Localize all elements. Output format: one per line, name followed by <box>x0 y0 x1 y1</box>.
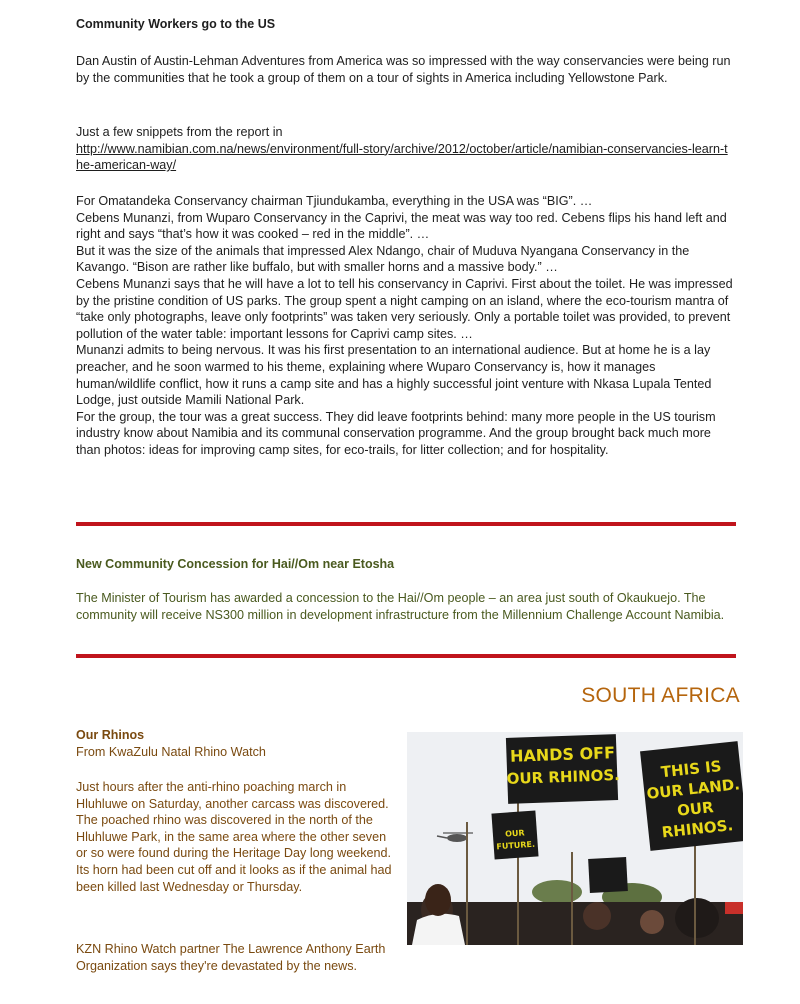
rhino-march-photo <box>407 732 743 945</box>
article1-body <box>76 193 736 459</box>
sign2-line4: RHINOS. <box>660 816 734 842</box>
article1-title: Community Workers go to the US <box>76 17 276 31</box>
article3-title: Our Rhinos <box>76 728 145 742</box>
sign3-line1: OUR <box>504 828 525 839</box>
article1-paragraph: Cebens Munanzi, from Wuparo Conservancy in the Caprivi, the meat was way too red. Cebens flips his hand left and right and says “that’s how it was cooked – red in the middle”. … <box>76 210 727 242</box>
article1-snippet-block <box>76 124 731 174</box>
section-divider <box>76 522 736 526</box>
rhino-march-photo-svg <box>407 732 743 945</box>
article1-intro: Dan Austin of Austin-Lehman Adventures from America was so impressed with the way conservancies were being run by the communities that he took a group of them on a tour of sights in America including Yellowstone Park. <box>76 54 731 85</box>
sign2-line2: OUR LAND. <box>645 775 741 803</box>
article1-paragraph: Munanzi admits to being nervous. It was his first presentation to an international audience. But at home he is a lay preacher, and he soon warmed to his theme, explaining where Wuparo Conservancy is, how it manages human/wildlife conflict, how it runs a camp site and has a highly successful joint venture with Nkasa Lupala Tented Lodge, just outside Mamili National Park. <box>76 343 712 408</box>
sign2-line3: OUR <box>676 798 715 820</box>
sign3-line2: FUTURE. <box>496 839 536 852</box>
sign2-line1: THIS IS <box>660 757 723 782</box>
article2-title: New Community Concession for Hai//Om near Etosha <box>76 557 395 571</box>
section-divider <box>76 654 736 658</box>
article2-body: The Minister of Tourism has awarded a concession to the Hai//Om people – an area just south of Okaukuejo. The community will receive NS300 million in development infrastructure from the Millennium Challenge Account Namibia. <box>76 591 725 622</box>
sign1-line1: HANDS OFF <box>509 743 616 766</box>
protest-sign-our-future <box>491 811 538 860</box>
article1-paragraph: For the group, the tour was a great success. They did leave footprints behind: many more people in the US tourism industry know about Namibia and its communal conservation programme. And the group brought back much more than photos: ideas for improving camp sites, for eco-trails, for litter collection; and for hospitality. <box>76 409 716 457</box>
snippet-lead: Just a few snippets from the report in <box>76 125 283 139</box>
article3-source: From KwaZulu Natal Rhino Watch <box>76 745 266 759</box>
article3-body: Just hours after the anti-rhino poaching march in Hluhluwe on Saturday, another carcass was discovered. The poached rhino was discovered in the north of the Hluhluwe Park, in the same area where the other seven or so were found during the Heritage Day long weekend. Its horn had been cut off and it looks as if the animal had been killed last Wednesday or Thursday. <box>76 780 392 894</box>
article1-paragraph: For Omatandeka Conservancy chairman Tjiundukamba, everything in the USA was “BIG”. … <box>76 194 593 208</box>
article1-paragraph: Cebens Munanzi says that he will have a lot to tell his conservancy in Caprivi. First about the toilet. He was impressed by the pristine condition of US parks. The group spent a night camping on an island, where the eco-tourism mantra of “take only photographs, leave only footprints” was taken very seriously. Only a portable toilet was provided, to prevent pollution of the water table: important lessons for Caprivi camp sites. … <box>76 276 733 341</box>
article3-body-2: KZN Rhino Watch partner The Lawrence Anthony Earth Organization says they're devastated by the news. <box>76 942 386 973</box>
protest-sign-this-is-our-land <box>640 741 743 851</box>
section-title-south-africa: SOUTH AFRICA <box>581 684 740 707</box>
article1-paragraph: But it was the size of the animals that impressed Alex Ndango, chair of Muduva Nyangana Conservancy in the Kavango. “Bison are rather like buffalo, but with smaller horns and a massive body.” … <box>76 243 690 275</box>
protest-sign-hands-off <box>506 734 620 804</box>
sign1-line2: OUR RHINOS. <box>506 765 621 788</box>
namibian-article-link[interactable]: http://www.namibian.com.na/news/environment/full-story/archive/2012/october/article/namibian-conservancies-learn-the-american-way/ <box>76 141 728 173</box>
